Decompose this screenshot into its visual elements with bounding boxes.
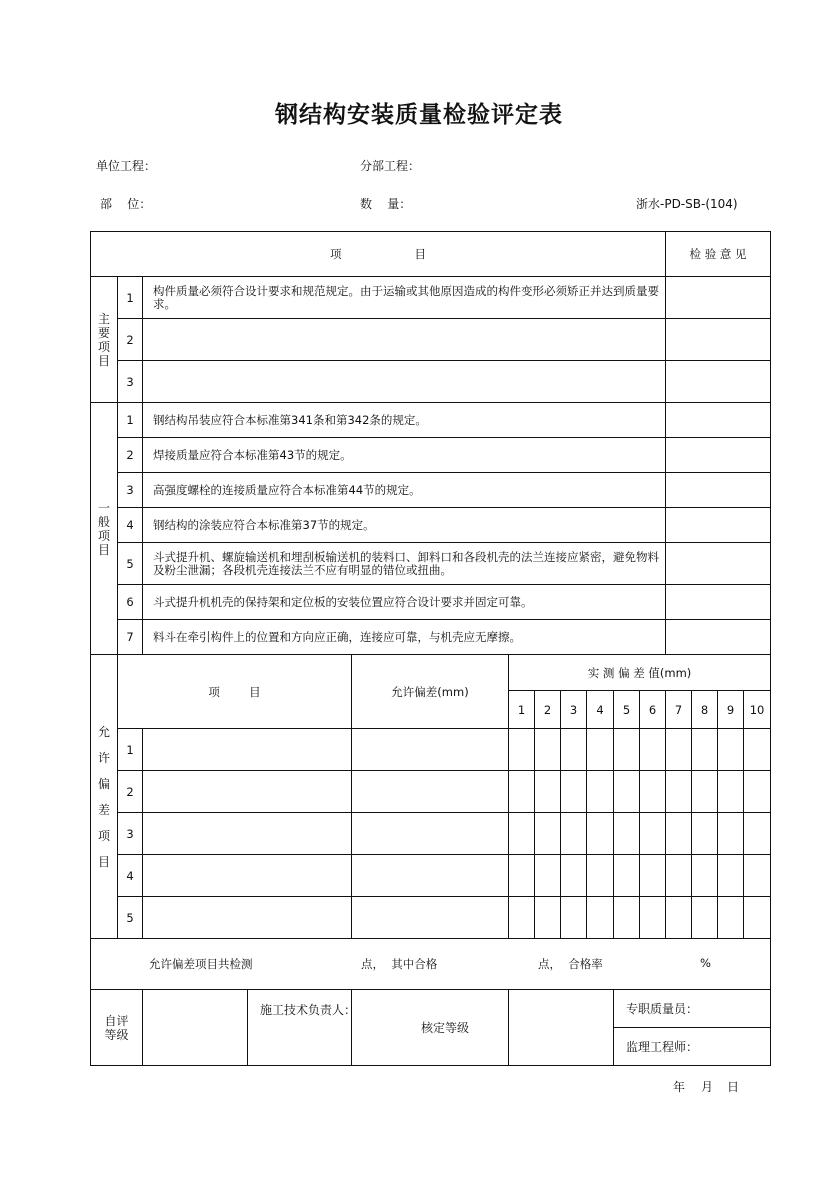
summary-percent: % xyxy=(700,956,711,970)
measure-col-number: 2 xyxy=(535,691,561,729)
tech-lead-label: 施工技术负责人： xyxy=(248,990,352,1066)
row-number: 4 xyxy=(118,508,143,543)
measure-cell[interactable] xyxy=(692,855,718,897)
measure-cell[interactable] xyxy=(640,729,666,771)
measure-cell[interactable] xyxy=(561,771,587,813)
deviation-row xyxy=(91,771,771,813)
verified-grade-cell[interactable] xyxy=(509,990,614,1066)
measure-cell[interactable] xyxy=(614,771,640,813)
measure-cell[interactable] xyxy=(535,729,561,771)
measure-cell[interactable] xyxy=(692,729,718,771)
opinion-cell[interactable] xyxy=(666,620,771,655)
opinion-cell[interactable] xyxy=(666,473,771,508)
deviation-item-header: 项 目 xyxy=(118,655,352,729)
table-header-row xyxy=(91,232,771,277)
quality-officer-label: 专职质量员： xyxy=(614,990,771,1028)
measure-cell[interactable] xyxy=(666,771,692,813)
measure-col-number: 9 xyxy=(718,691,744,729)
allowed-deviation-cell[interactable] xyxy=(352,855,509,897)
self-rating-cell[interactable] xyxy=(143,990,248,1066)
deviation-row xyxy=(91,855,771,897)
general-item-text: 斗式提升机、螺旋输送机和埋刮板输送机的装料口、卸料口和各段机壳的法兰连接应紧密，避免物料及粉尘泄漏；各段机壳连接法兰不应有明显的错位或扭曲。 xyxy=(143,543,666,585)
row-number: 6 xyxy=(118,585,143,620)
row-number: 3 xyxy=(118,813,143,855)
measure-cell[interactable] xyxy=(561,855,587,897)
measure-cell[interactable] xyxy=(587,855,614,897)
general-item-text: 钢结构的涂装应符合本标准第37节的规定。 xyxy=(143,508,666,543)
measure-col-number: 3 xyxy=(561,691,587,729)
row-number: 5 xyxy=(118,897,143,939)
opinion-cell[interactable] xyxy=(666,403,771,438)
main-item-row xyxy=(91,277,771,319)
measure-cell[interactable] xyxy=(587,813,614,855)
measure-cell[interactable] xyxy=(561,729,587,771)
measure-col-number: 4 xyxy=(587,691,614,729)
measure-cell[interactable] xyxy=(587,771,614,813)
general-item-row xyxy=(91,585,771,620)
measure-cell[interactable] xyxy=(535,855,561,897)
row-number: 7 xyxy=(118,620,143,655)
general-item-text: 钢结构吊装应符合本标准第341条和第342条的规定。 xyxy=(143,403,666,438)
general-item-row xyxy=(91,438,771,473)
measure-cell[interactable] xyxy=(718,897,744,939)
measure-cell[interactable] xyxy=(614,813,640,855)
measure-cell[interactable] xyxy=(666,813,692,855)
quantity-label: 数 量： xyxy=(360,197,412,211)
measured-deviation-header: 实 测 偏 差 值(mm) xyxy=(509,655,771,691)
general-item-row xyxy=(91,543,771,585)
measure-cell[interactable] xyxy=(561,813,587,855)
measure-cell[interactable] xyxy=(587,897,614,939)
measure-cell[interactable] xyxy=(587,729,614,771)
deviation-item-cell[interactable] xyxy=(143,729,352,771)
allowed-deviation-cell[interactable] xyxy=(352,813,509,855)
measure-col-number: 1 xyxy=(509,691,535,729)
measure-cell[interactable] xyxy=(640,813,666,855)
general-item-text: 焊接质量应符合本标准第43节的规定。 xyxy=(143,438,666,473)
measure-cell[interactable] xyxy=(614,855,640,897)
form-code: 浙水-PD-SB-(104) xyxy=(636,197,738,211)
opinion-cell[interactable] xyxy=(666,585,771,620)
row-number: 4 xyxy=(118,855,143,897)
verified-grade-label: 核定等级 xyxy=(352,990,509,1066)
row-number: 3 xyxy=(118,473,143,508)
measure-col-number: 6 xyxy=(640,691,666,729)
row-number: 5 xyxy=(118,543,143,585)
measure-cell[interactable] xyxy=(640,855,666,897)
summary-total-label: 允许偏差项目共检测 xyxy=(149,957,253,971)
deviation-row xyxy=(91,897,771,939)
general-item-row xyxy=(91,473,771,508)
general-item-text: 高强度螺栓的连接质量应符合本标准第44节的规定。 xyxy=(143,473,666,508)
measure-col-number: 8 xyxy=(692,691,718,729)
measure-cell[interactable] xyxy=(561,897,587,939)
deviation-row xyxy=(91,729,771,771)
row-number: 2 xyxy=(118,771,143,813)
row-number: 1 xyxy=(118,277,143,319)
opinion-cell[interactable] xyxy=(666,361,771,403)
measure-cell[interactable] xyxy=(744,729,771,771)
measure-cell[interactable] xyxy=(535,813,561,855)
measure-cell[interactable] xyxy=(666,897,692,939)
measure-col-number: 7 xyxy=(666,691,692,729)
general-item-row xyxy=(91,508,771,543)
measure-cell[interactable] xyxy=(744,813,771,855)
measure-cell[interactable] xyxy=(718,813,744,855)
deviation-row xyxy=(91,813,771,855)
opinion-cell[interactable] xyxy=(666,277,771,319)
main-item-text xyxy=(143,361,666,403)
measure-cell[interactable] xyxy=(666,729,692,771)
row-number: 2 xyxy=(118,319,143,361)
measure-col-number: 5 xyxy=(614,691,640,729)
allowed-deviation-cell[interactable] xyxy=(352,771,509,813)
measure-col-number: 10 xyxy=(744,691,771,729)
page-title: 钢结构安装质量检验评定表 xyxy=(275,102,563,128)
measure-cell[interactable] xyxy=(509,855,535,897)
summary-rate-label: 点， 合格率 xyxy=(538,957,603,971)
footer-year: 年 xyxy=(673,1080,686,1094)
row-number: 1 xyxy=(118,729,143,771)
measure-cell[interactable] xyxy=(744,855,771,897)
general-items-label: 一般项目 xyxy=(91,403,118,655)
measure-cell[interactable] xyxy=(718,729,744,771)
allowed-deviation-cell[interactable] xyxy=(352,897,509,939)
measure-cell[interactable] xyxy=(666,855,692,897)
general-item-row xyxy=(91,403,771,438)
measure-cell[interactable] xyxy=(509,813,535,855)
item-header: 项 目 xyxy=(91,232,666,277)
summary-pass-label: 点， 其中合格 xyxy=(361,957,438,971)
allowed-deviation-header: 允许偏差(mm) xyxy=(352,655,509,729)
unit-project-label: 单位工程： xyxy=(96,159,157,173)
allowed-deviation-cell[interactable] xyxy=(352,729,509,771)
measure-cell[interactable] xyxy=(692,813,718,855)
deviation-label: 允许偏差项目 xyxy=(91,655,118,939)
footer-month: 月 xyxy=(701,1080,714,1094)
main-item-row xyxy=(91,361,771,403)
row-number: 2 xyxy=(118,438,143,473)
opinion-cell[interactable] xyxy=(666,543,771,585)
row-number: 1 xyxy=(118,403,143,438)
footer-day: 日 xyxy=(727,1080,740,1094)
self-rating-label: 自评等级 xyxy=(91,990,143,1066)
measure-cell[interactable] xyxy=(614,729,640,771)
general-item-text: 斗式提升机机壳的保持架和定位板的安装位置应符合设计要求并固定可靠。 xyxy=(143,585,666,620)
deviation-header-row xyxy=(91,655,771,691)
measure-cell[interactable] xyxy=(509,771,535,813)
measure-cell[interactable] xyxy=(744,897,771,939)
measure-cell[interactable] xyxy=(509,897,535,939)
main-item-row xyxy=(91,319,771,361)
main-item-text xyxy=(143,319,666,361)
sub-project-label: 分部工程： xyxy=(360,159,421,173)
measure-cell[interactable] xyxy=(535,771,561,813)
summary-cell xyxy=(91,939,771,990)
measure-cell[interactable] xyxy=(718,855,744,897)
measure-cell[interactable] xyxy=(744,771,771,813)
opinion-cell[interactable] xyxy=(666,438,771,473)
position-label: 部 位： xyxy=(100,197,152,211)
measure-cell[interactable] xyxy=(718,771,744,813)
deviation-item-cell[interactable] xyxy=(143,855,352,897)
supervisor-label: 监理工程师： xyxy=(614,1028,771,1066)
opinion-cell[interactable] xyxy=(666,508,771,543)
opinion-header: 检 验 意 见 xyxy=(666,232,771,277)
measure-cell[interactable] xyxy=(640,897,666,939)
general-item-text: 料斗在牵引构件上的位置和方向应正确，连接应可靠，与机壳应无摩擦。 xyxy=(143,620,666,655)
measure-cell[interactable] xyxy=(509,729,535,771)
summary-row xyxy=(91,939,771,990)
main-items-label: 主要项目 xyxy=(91,277,118,403)
signature-row xyxy=(91,990,771,1028)
inspection-table xyxy=(90,231,771,1066)
deviation-item-cell[interactable] xyxy=(143,897,352,939)
main-item-text: 构件质量必须符合设计要求和规范规定。由于运输或其他原因造成的构件变形必须矫正并达到质量要求。 xyxy=(143,277,666,319)
opinion-cell[interactable] xyxy=(666,319,771,361)
deviation-item-cell[interactable] xyxy=(143,771,352,813)
measure-cell[interactable] xyxy=(692,897,718,939)
deviation-item-cell[interactable] xyxy=(143,813,352,855)
measure-cell[interactable] xyxy=(535,897,561,939)
row-number: 3 xyxy=(118,361,143,403)
measure-cell[interactable] xyxy=(614,897,640,939)
measure-cell[interactable] xyxy=(692,771,718,813)
measure-cell[interactable] xyxy=(640,771,666,813)
general-item-row xyxy=(91,620,771,655)
